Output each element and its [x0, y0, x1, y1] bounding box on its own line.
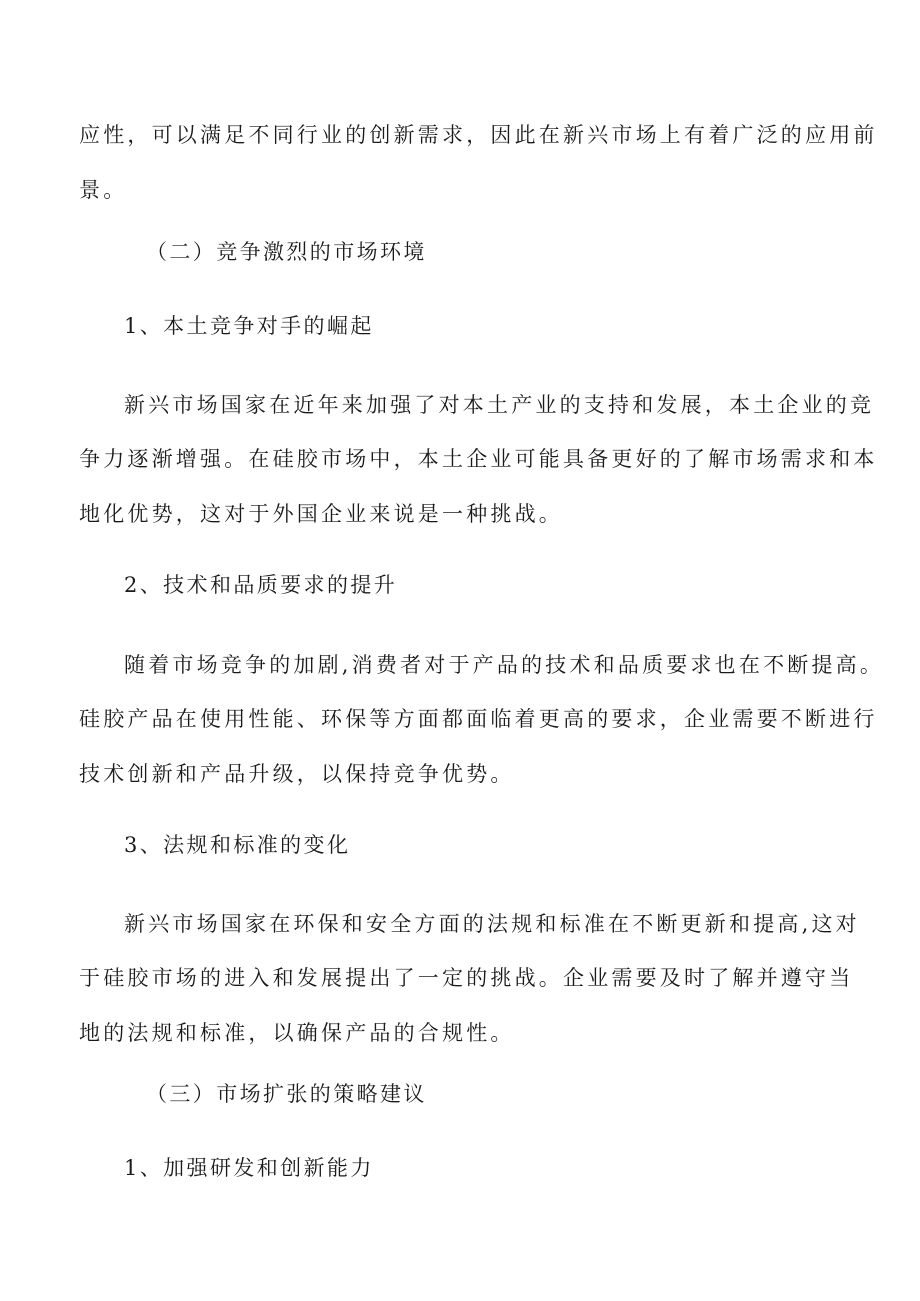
- paragraph-line: 地的法规和标准，以确保产品的合规性。: [79, 1021, 515, 1045]
- subsection-heading: 2、技术和品质要求的提升: [124, 573, 398, 597]
- paragraph-line: 应性，可以满足不同行业的创新需求，因此在新兴市场上有着广泛的应用前: [79, 123, 878, 147]
- paragraph-line: 于硅胶市场的进入和发展提出了一定的挑战。企业需要及时了解并遵守当: [79, 966, 854, 990]
- paragraph-line: 新兴市场国家在环保和安全方面的法规和标准在不断更新和提高,这对: [124, 912, 860, 936]
- paragraph-line: 争力逐渐增强。在硅胶市场中，本土企业可能具备更好的了解市场需求和本: [79, 447, 878, 471]
- subsection-heading: 1、加强研发和创新能力: [124, 1156, 374, 1180]
- section-heading: （二）竞争激烈的市场环境: [146, 240, 427, 264]
- paragraph-line: 硅胶产品在使用性能、环保等方面都面临着更高的要求，企业需要不断进行: [79, 707, 878, 731]
- paragraph-line: 随着市场竞争的加剧,消费者对于产品的技术和品质要求也在不断提高。: [124, 653, 885, 677]
- paragraph-line: 景。: [79, 178, 128, 202]
- paragraph-line: 地化优势，这对于外国企业来说是一种挑战。: [79, 502, 563, 526]
- paragraph-line: 技术创新和产品升级，以保持竞争优势。: [79, 762, 515, 786]
- section-heading: （三）市场扩张的策略建议: [146, 1082, 427, 1106]
- paragraph-line: 新兴市场国家在近年来加强了对本土产业的支持和发展，本土企业的竞: [124, 393, 875, 417]
- subsection-heading: 1、本土竞争对手的崛起: [124, 314, 374, 338]
- subsection-heading: 3、法规和标准的变化: [124, 833, 351, 857]
